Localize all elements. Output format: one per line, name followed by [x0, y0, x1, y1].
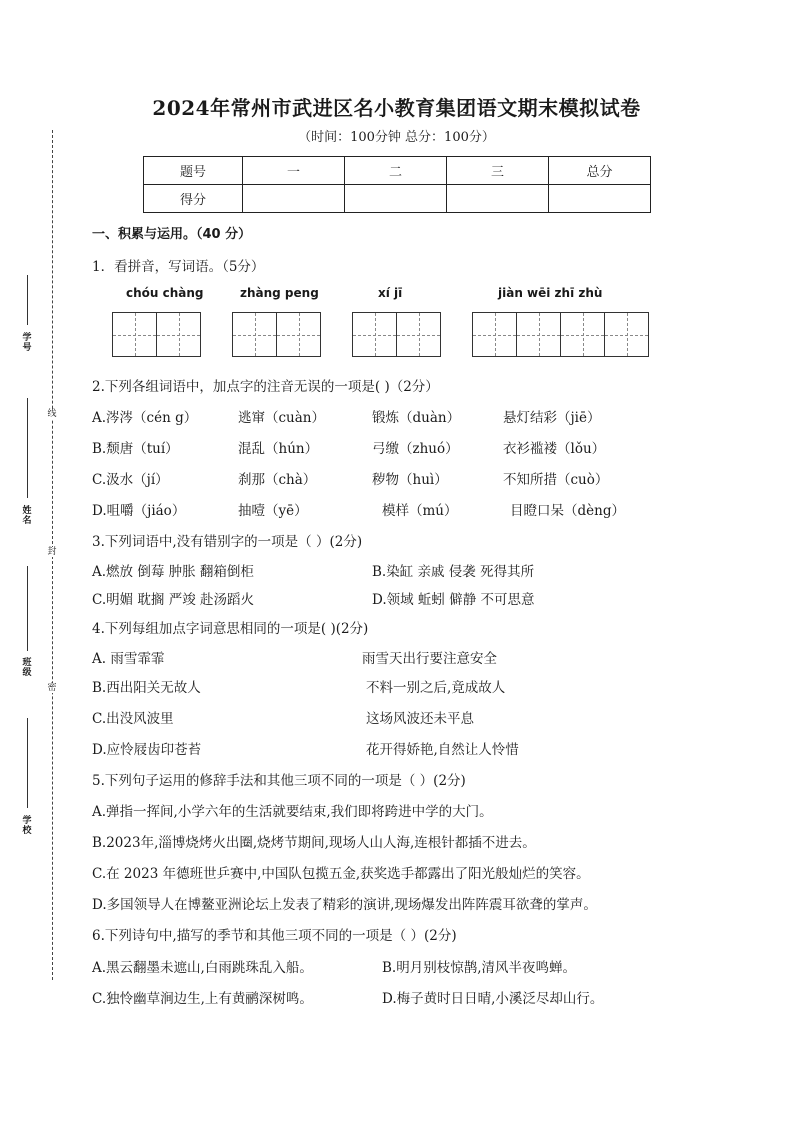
q2-option-a-2: 逃窜（cuàn） [238, 410, 325, 426]
q4-option-b-right: 不料一别之后,竟成故人 [366, 680, 506, 696]
q5-option-c: C.在 2023 年德班世乒赛中,中国队包揽五金,获奖选手都露出了阳光般灿烂的笑容。 [92, 866, 590, 882]
q3-option-a: A.燃放 倒莓 肿胀 翻箱倒柜 [92, 564, 254, 580]
q2-option-b-3: 弓缴（zhuó） [372, 441, 459, 457]
score-header-cell: 三 [447, 157, 549, 185]
q2-option-c-3: 秽物（huì） [372, 472, 448, 488]
tianzige-cell[interactable] [560, 312, 605, 357]
q2-option-a-3: 锻炼（duàn） [372, 410, 461, 426]
tianzige-cell[interactable] [112, 312, 157, 357]
q4-option-b-left: B.西出阳关无故人 [92, 680, 201, 696]
q5-option-a: A.弹指一挥间,小学六年的生活就要结束,我们即将跨进中学的大门。 [92, 804, 493, 820]
q3-text: 3.下列词语中,没有错别字的一项是（ ）(2分) [92, 534, 363, 550]
q1-answer-grid-1[interactable] [112, 312, 201, 358]
q1-answer-grid-2[interactable] [232, 312, 321, 358]
exam-title: 2024年常州市武进区名小教育集团语文期末模拟试卷 [152, 96, 641, 120]
q3-option-d: D.领域 蚯蚓 僻静 不可思意 [372, 592, 535, 608]
q2-option-a-1: A.涔涔（cén g） [92, 410, 198, 426]
binding-mark-xian: 线 [47, 409, 57, 419]
q5-text: 5.下列句子运用的修辞手法和其他三项不同的一项是（ ）(2分) [92, 773, 466, 789]
q1-pinyin-1: chóu chàng [126, 286, 204, 300]
q4-option-d-right: 花开得娇艳,自然让人怜惜 [366, 742, 519, 758]
score-table-score-row [144, 185, 651, 213]
q1-pinyin-2: zhàng peng [240, 286, 319, 300]
q4-option-a-left: A. 雨雪霏霏 [92, 651, 165, 667]
q6-option-a: A.黑云翻墨未遮山,白雨跳珠乱入船。 [92, 960, 313, 976]
score-table-header-row [144, 157, 651, 185]
q4-option-d-left: D.应怜屐齿印苍苔 [92, 742, 202, 758]
q2-option-b-4: 衣衫褴褛（lǒu） [503, 441, 606, 457]
name-label: 姓名 [22, 506, 32, 526]
q3-option-c: C.明媚 耽搁 严竣 赴汤蹈火 [92, 592, 255, 608]
school-label: 学校 [22, 816, 32, 836]
q2-option-d-2: 抽噎（yē） [238, 503, 308, 519]
q6-option-b: B.明月别枝惊鹊,清风半夜鸣蝉。 [382, 960, 577, 976]
q2-option-b-1: B.颓唐（tuí） [92, 441, 179, 457]
binding-mark-feng: 封 [47, 547, 57, 557]
q5-option-b: B.2023年,淄博烧烤火出圈,烧烤节期间,现场人山人海,连根针都插不进去。 [92, 835, 536, 851]
q4-option-c-right: 这场风波还未平息 [366, 711, 474, 727]
exam-subtitle: （时间：100分钟 总分：100分） [298, 130, 495, 145]
tianzige-cell[interactable] [472, 312, 517, 357]
tianzige-cell[interactable] [156, 312, 201, 357]
student-id-label: 学号 [22, 333, 32, 353]
q2-option-c-1: C.汲水（jí） [92, 472, 169, 488]
binding-mark-mi: 密 [47, 683, 57, 693]
section-1-title: 一、积累与运用。（40 分） [92, 227, 252, 242]
q4-option-c-left: C.出没风波里 [92, 711, 174, 727]
score-cell-total[interactable] [549, 185, 651, 213]
tianzige-cell[interactable] [276, 312, 321, 357]
q1-answer-grid-3[interactable] [352, 312, 441, 358]
score-table [143, 156, 651, 213]
binding-margin [0, 0, 80, 1121]
q2-option-d-4: 目瞪口呆（dèng） [510, 503, 625, 519]
q2-text: 2.下列各组词语中，加点字的注音无误的一项是( )（2分） [92, 379, 439, 395]
q2-option-a-4: 悬灯结彩（jiē） [503, 410, 601, 426]
q2-option-c-4: 不知所措（cuò） [503, 472, 609, 488]
q6-option-c: C.独怜幽草涧边生,上有黄鹂深树鸣。 [92, 991, 313, 1007]
score-cell-3[interactable] [447, 185, 549, 213]
q1-pinyin-3: xí jī [378, 286, 403, 300]
q1-pinyin-4: jiàn wēi zhī zhù [498, 286, 603, 300]
score-header-cell: 总分 [549, 157, 651, 185]
tianzige-cell[interactable] [232, 312, 277, 357]
q4-text: 4.下列每组加点字词意思相同的一项是( )(2分) [92, 621, 369, 637]
tianzige-cell[interactable] [516, 312, 561, 357]
q4-option-a-right: 雨雪天出行要注意安全 [362, 651, 497, 667]
q2-option-b-2: 混乱（hún） [238, 441, 319, 457]
tianzige-cell[interactable] [352, 312, 397, 357]
q2-option-c-2: 刹那（chà） [238, 472, 317, 488]
score-cell-1[interactable] [243, 185, 345, 213]
tianzige-cell[interactable] [604, 312, 649, 357]
q5-option-d: D.多国领导人在博鳌亚洲论坛上发表了精彩的演讲,现场爆发出阵阵震耳欲聋的掌声。 [92, 897, 597, 913]
q6-text: 6.下列诗句中,描写的季节和其他三项不同的一项是（ ）(2分) [92, 928, 457, 944]
score-row-label: 得分 [144, 185, 243, 213]
tianzige-cell[interactable] [396, 312, 441, 357]
q6-option-d: D.梅子黄时日日晴,小溪泛尽却山行。 [382, 991, 604, 1007]
q1-text: 1．看拼音，写词语。（5分） [92, 259, 265, 275]
q1-answer-grid-4[interactable] [472, 312, 649, 358]
score-header-cell: 一 [243, 157, 345, 185]
q3-option-b: B.染缸 亲戚 侵袭 死得其所 [372, 564, 535, 580]
score-header-cell: 题号 [144, 157, 243, 185]
class-label: 班级 [22, 658, 32, 678]
q2-option-d-1: D.咀嚼（jiáo） [92, 503, 186, 519]
q2-option-d-3: 模样（mú） [382, 503, 458, 519]
score-cell-2[interactable] [345, 185, 447, 213]
score-header-cell: 二 [345, 157, 447, 185]
